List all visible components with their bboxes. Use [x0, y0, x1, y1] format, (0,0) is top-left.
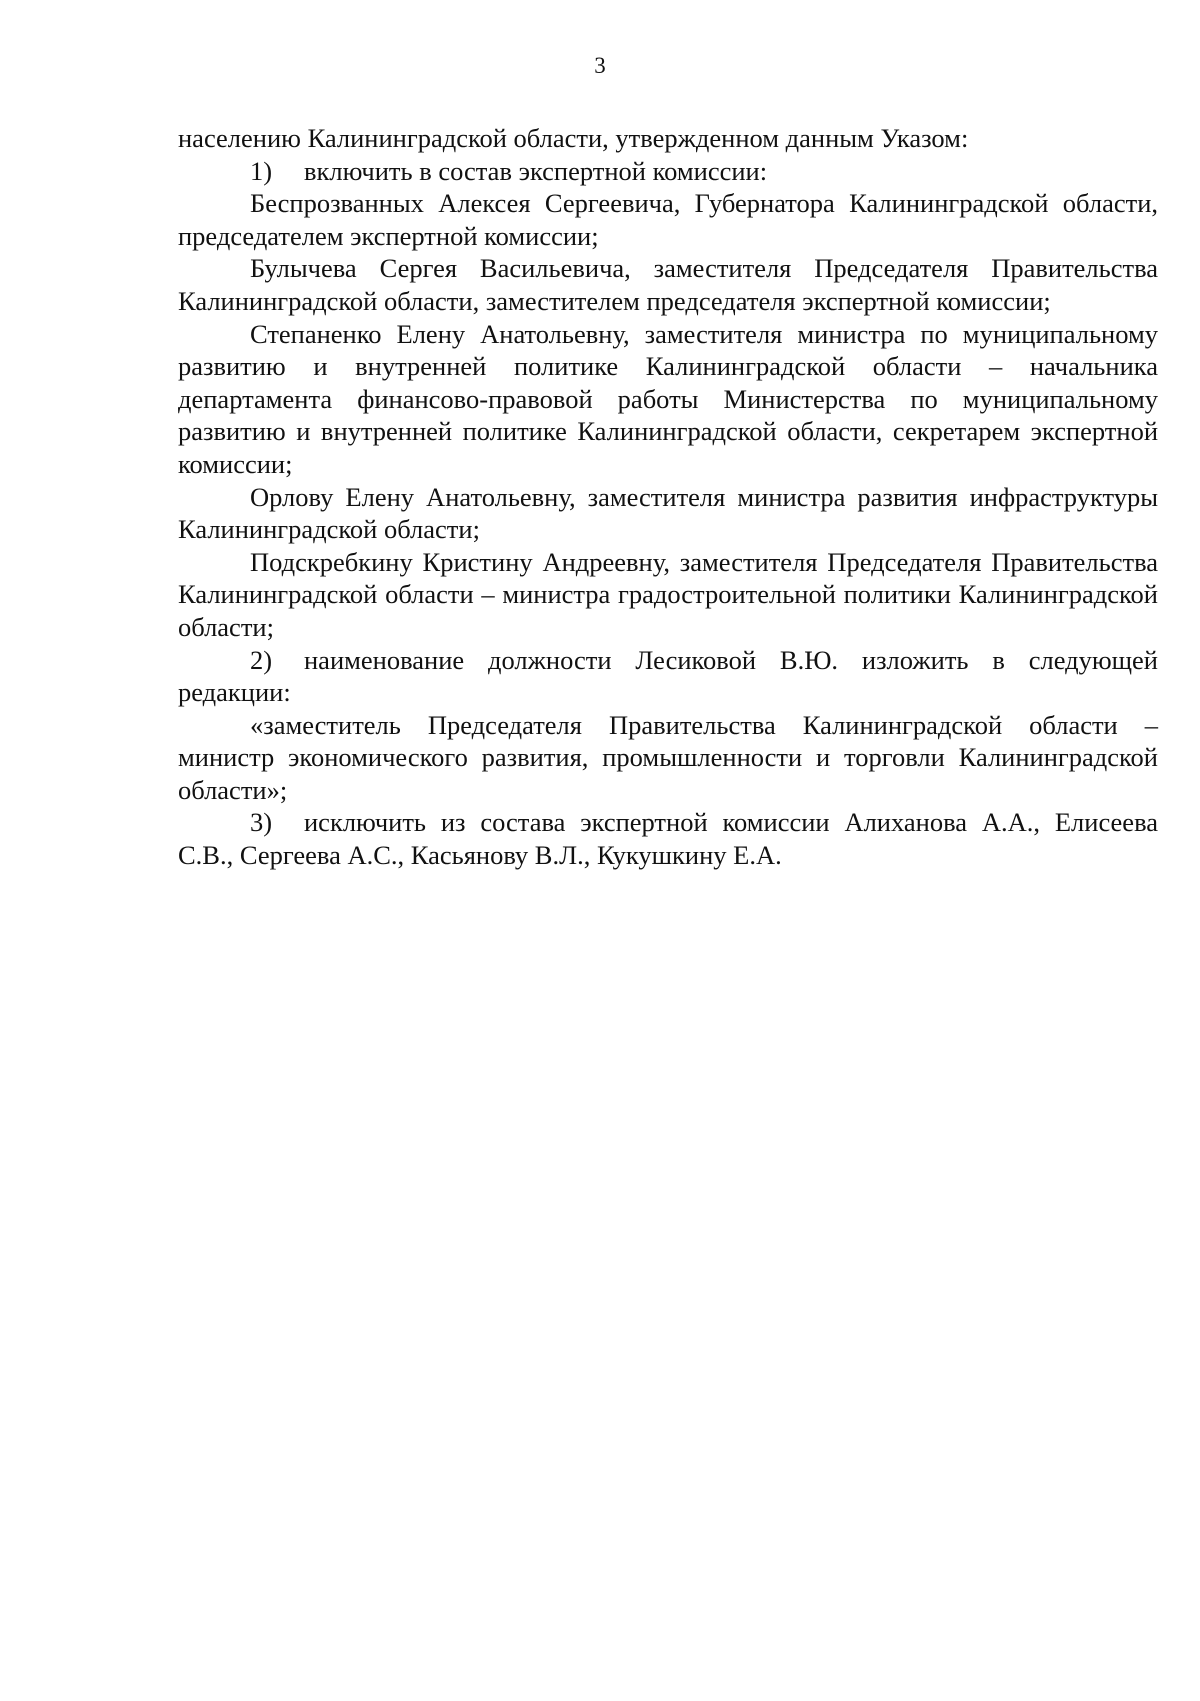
- member-paragraph: Степаненко Елену Анатольевну, заместителя министра по муниципальному развитию и внутренней политике Калининградской области – начальника департамента финансово-правовой работы Министерства по муниципальному развитию и внутренней политике Калининградской области, секретарем экспертной комиссии;: [178, 318, 1158, 479]
- item-1-number: 1): [250, 155, 273, 186]
- page-number: 3: [594, 53, 606, 78]
- item-3-paragraph: [178, 806, 1158, 871]
- member-paragraph: Подскребкину Кристину Андреевну, заместителя Председателя Правительства Калининградской области – министра градостроительной политики Калининградской области;: [178, 546, 1158, 642]
- item-1-paragraph: [178, 155, 1158, 188]
- member-paragraph: Булычева Сергея Васильевича, заместителя Председателя Правительства Калининградской области, заместителем председателя экспертной комиссии;: [178, 253, 1158, 316]
- member-paragraph: Орлову Елену Анатольевну, заместителя министра развития инфраструктуры Калининградской области;: [178, 481, 1158, 545]
- intro-paragraph: населению Калининградской области, утвержденном данным Указом:: [178, 123, 969, 153]
- item-3-text: исключить из состава экспертной комиссии Алиханова А.А., Елисеева С.В., Сергеева А.С., Касьянову В.Л., Кукушкину Е.А.: [178, 807, 1158, 871]
- item-3-number: 3): [250, 807, 273, 838]
- item-2-text: наименование должности Лесиковой В.Ю. изложить в следующей редакции:: [178, 644, 1158, 708]
- item-2-number: 2): [250, 644, 273, 675]
- document-body: [178, 122, 1158, 872]
- item-1-text: включить в состав экспертной комиссии:: [304, 155, 768, 186]
- member-paragraph: Беспрозванных Алексея Сергеевича, Губернатора Калининградской области, председателем экспертной комиссии;: [178, 188, 1158, 251]
- item-2-quote: «заместитель Председателя Правительства Калининградской области – министр экономического развития, промышленности и торговли Калининградской области»;: [178, 709, 1158, 805]
- item-2-paragraph: [178, 644, 1158, 709]
